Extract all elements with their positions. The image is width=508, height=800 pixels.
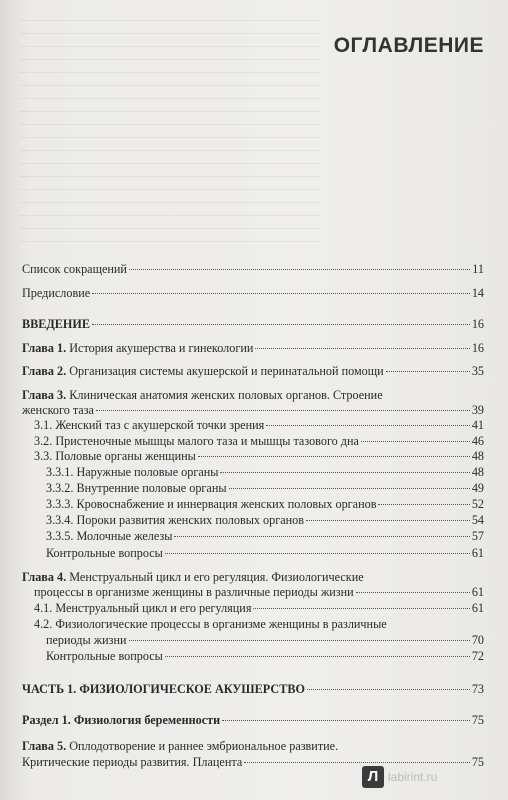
- chapter-label: Глава 4.: [22, 570, 67, 584]
- toc-entry-title-cont: периоды жизни: [46, 633, 127, 647]
- leader-dots: [306, 519, 470, 521]
- toc-entry-page: 46: [471, 434, 484, 448]
- toc-entry-title: 4.1. Менструальный цикл и его регуляция: [34, 601, 252, 615]
- leader-dots: [229, 487, 470, 489]
- leader-dots: [129, 268, 470, 270]
- toc-entry-title: Контрольные вопросы: [46, 649, 163, 663]
- toc-entry-title: 3.3.4. Пороки развития женских половых органов: [46, 513, 305, 527]
- toc-entry-page: 75: [471, 713, 484, 727]
- toc-entry-page: 61: [471, 601, 484, 615]
- leader-dots: [356, 591, 470, 593]
- toc-entry-title: 4.2. Физиологические процессы в организме женщины в различные: [34, 617, 387, 631]
- toc-entry-title: Раздел 1. Физиология беременности: [22, 713, 221, 727]
- toc-entry-page: 61: [471, 585, 484, 599]
- chapter-label: Глава 1.: [22, 341, 67, 355]
- leader-dots: [266, 424, 470, 426]
- toc-entry-page: 48: [471, 465, 484, 479]
- toc-entry-title: 3.3. Половые органы женщины: [34, 449, 196, 463]
- toc-entry-page: 35: [471, 364, 484, 378]
- toc-entry-page: 41: [471, 418, 484, 432]
- toc-entry-title-cont: Критические периоды развития. Плацента: [22, 755, 243, 769]
- toc-entry-page: 75: [471, 755, 484, 769]
- leader-dots: [222, 719, 470, 721]
- leader-dots: [174, 535, 469, 537]
- leader-dots: [253, 607, 469, 609]
- toc-entry-page: 48: [471, 449, 484, 463]
- toc-entry-title-cont: процессы в организме женщины в различные периоды жизни: [34, 585, 354, 599]
- toc-entry-page: 73: [471, 682, 484, 696]
- toc-entry-page: 39: [471, 403, 484, 417]
- toc-entry-title: Клиническая анатомия женских половых органов. Строение: [66, 388, 383, 402]
- toc-entry-title: 3.3.2. Внутренние половые органы: [46, 481, 227, 495]
- chapter-label: Глава 5.: [22, 739, 67, 753]
- toc-entry-page: 11: [472, 262, 484, 276]
- leader-dots: [378, 503, 469, 505]
- toc-entry-title: ЧАСТЬ 1. ФИЗИОЛОГИЧЕСКОЕ АКУШЕРСТВО: [22, 682, 305, 696]
- toc-entry-page: 14: [471, 286, 484, 300]
- leader-dots: [361, 440, 470, 442]
- leader-dots: [198, 455, 470, 457]
- chapter-label: Глава 3.: [22, 388, 67, 402]
- toc-entry-page: 57: [471, 529, 484, 543]
- toc-entry-page: 72: [471, 649, 484, 663]
- toc-entry-title: 3.3.5. Молочные железы: [46, 529, 173, 543]
- leader-dots: [255, 347, 469, 349]
- labirint-logo-icon: Л: [362, 766, 384, 788]
- leader-dots: [244, 761, 470, 763]
- toc-entry-title: 3.1. Женский таз с акушерской точки зрения: [34, 418, 265, 432]
- leader-dots: [92, 323, 470, 325]
- toc-entry-title: ВВЕДЕНИЕ: [22, 317, 90, 331]
- leader-dots: [307, 688, 470, 690]
- toc-entry-page: 61: [471, 546, 484, 560]
- toc-entry-title-cont: женского таза: [22, 403, 94, 417]
- toc-entry-page: 54: [471, 513, 484, 527]
- leader-dots: [165, 552, 470, 554]
- leader-dots: [220, 471, 469, 473]
- page-title: ОГЛАВЛЕНИЕ: [333, 34, 484, 57]
- toc-entry-page: 16: [471, 341, 484, 355]
- leader-dots: [129, 639, 470, 641]
- leader-dots: [92, 292, 470, 294]
- watermark: labirint.ru: [388, 770, 438, 784]
- toc-entry-title: Контрольные вопросы: [46, 546, 163, 560]
- toc-entry-page: 52: [471, 497, 484, 511]
- leader-dots: [96, 409, 470, 411]
- toc-entry-title: История акушерства и гинекологии: [66, 341, 254, 355]
- toc-entry-title: Предисловие: [22, 286, 91, 300]
- toc-entry-title: Организация системы акушерской и перинатальной помощи: [66, 364, 384, 378]
- toc-entry-title: Список сокращений: [22, 262, 127, 276]
- toc-entry-page: 49: [471, 481, 484, 495]
- toc-entry-title: Оплодотворение и раннее эмбриональное развитие.: [66, 739, 339, 753]
- leader-dots: [165, 655, 470, 657]
- toc-entry-title: Менструальный цикл и его регуляция. Физиологические: [66, 570, 364, 584]
- toc-entry-title: 3.2. Пристеночные мышцы малого таза и мышцы тазового дна: [34, 434, 359, 448]
- leader-dots: [386, 370, 470, 372]
- toc-entry-page: 70: [471, 633, 484, 647]
- toc-entry-page: 16: [471, 317, 484, 331]
- chapter-label: Глава 2.: [22, 364, 67, 378]
- toc-entry-title: 3.3.1. Наружные половые органы: [46, 465, 219, 479]
- toc-entry-title: 3.3.3. Кровоснабжение и иннервация женских половых органов: [46, 497, 377, 511]
